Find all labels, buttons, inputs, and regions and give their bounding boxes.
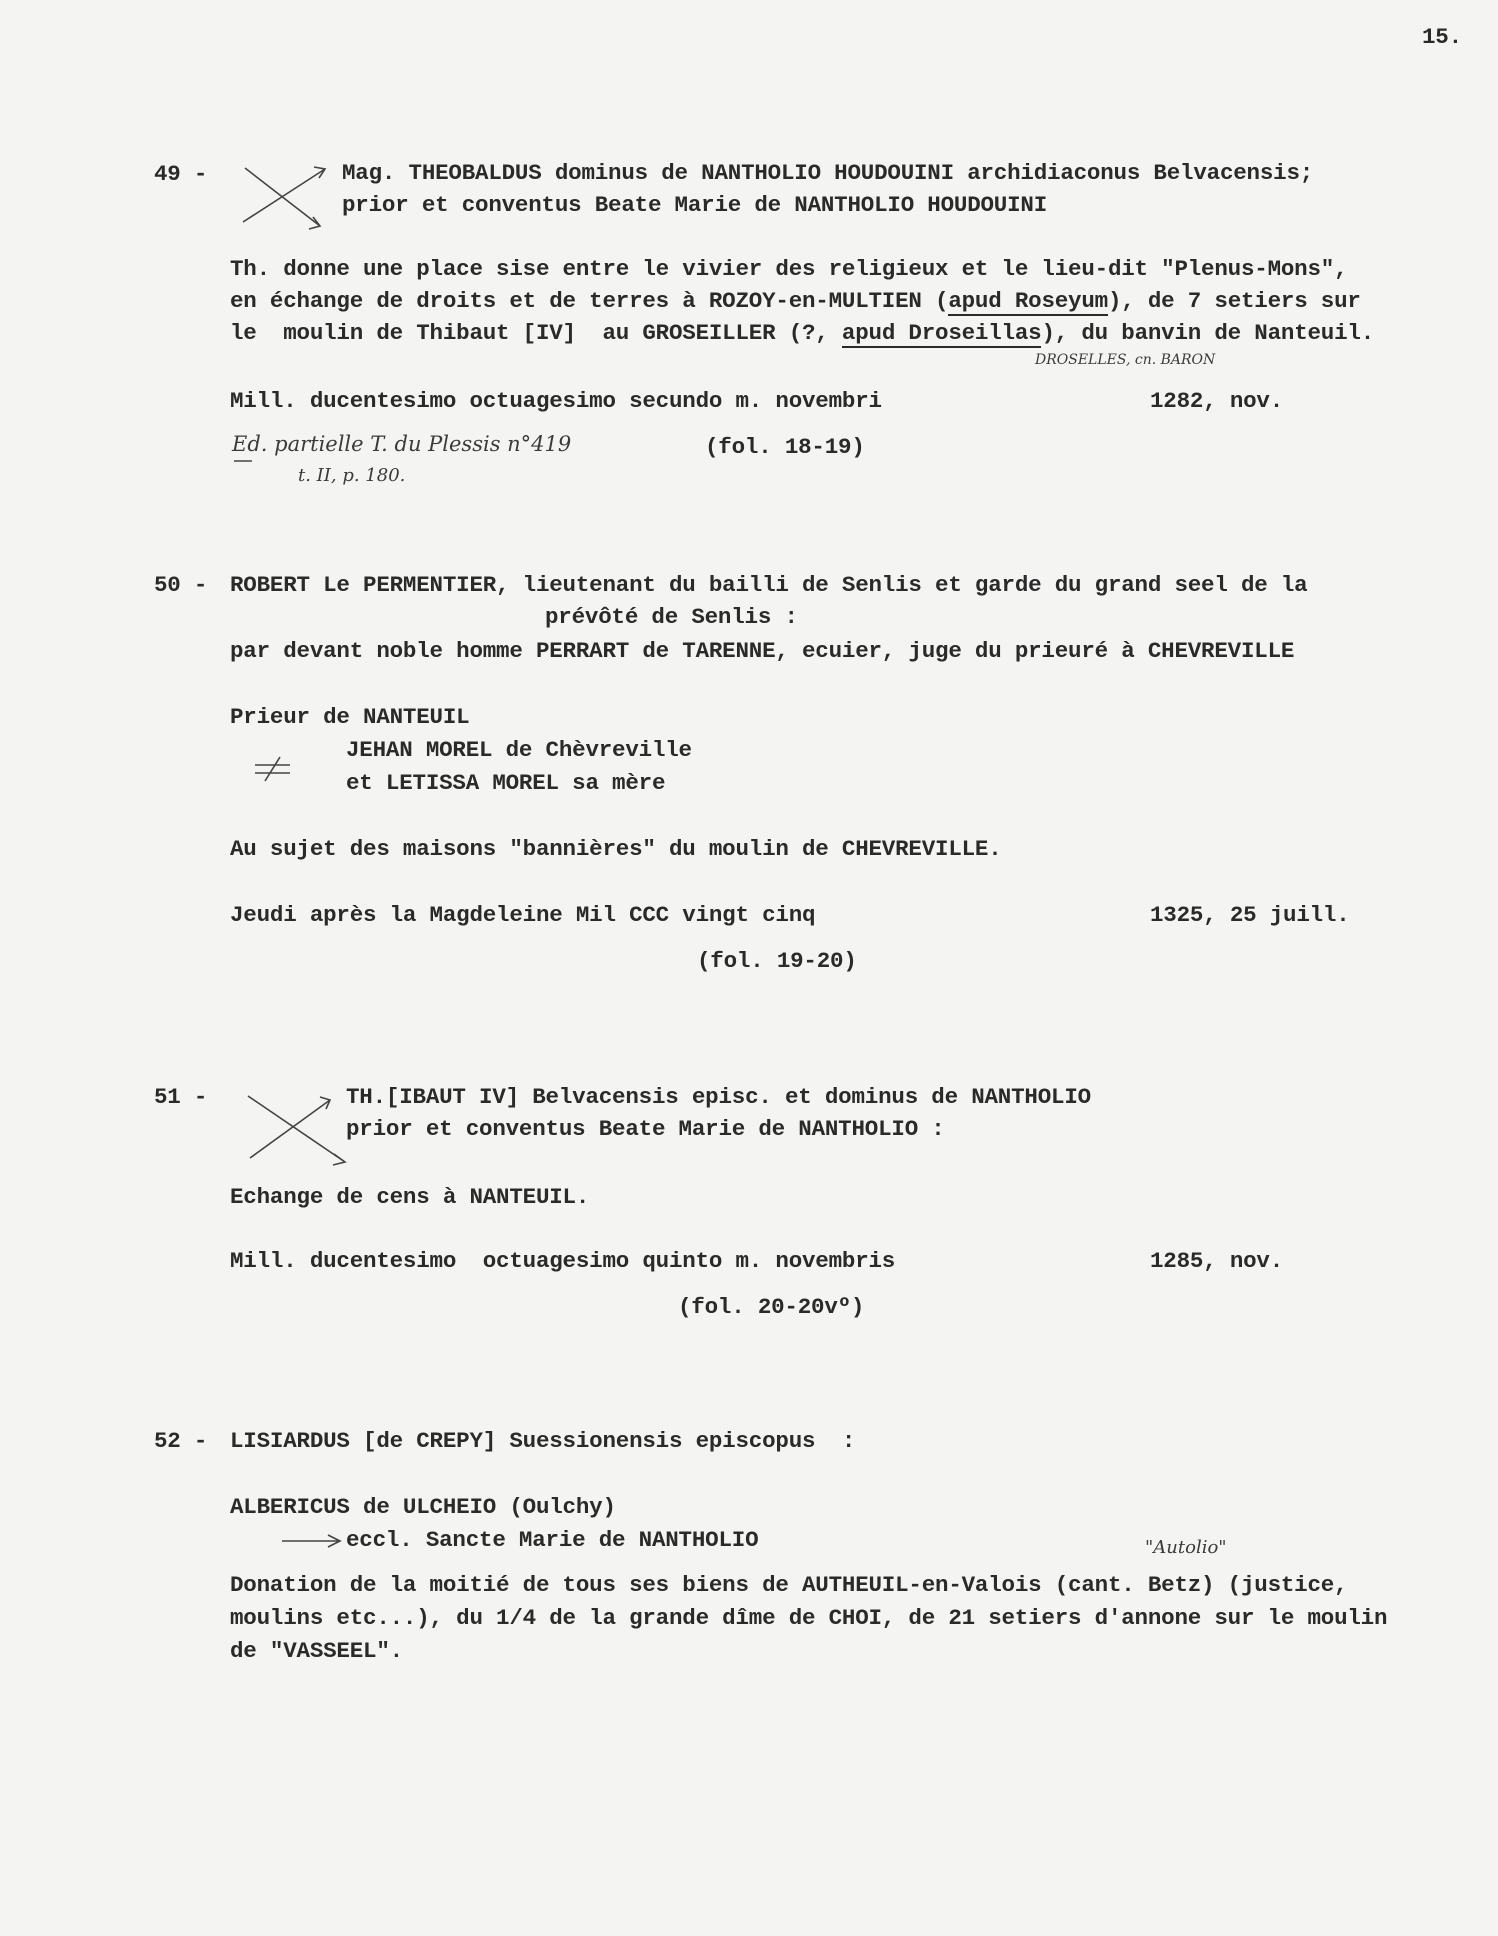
entry-50-party-1: Prieur de NANTEUIL <box>230 704 470 730</box>
entry-51-date: 1285, nov. <box>1150 1248 1284 1274</box>
apud-roseyum-underlined: apud Roseyum <box>948 288 1108 314</box>
entry-52-header: LISIARDUS [de CREPY] Suessionensis episcopus : <box>230 1428 856 1454</box>
handwritten-note-autolio: "Autolio" <box>1145 1537 1227 1558</box>
handwritten-note-droselles: DROSELLES, cn. BARON <box>1035 352 1216 368</box>
handwritten-volume-note: t. II, p. 180. <box>298 465 406 486</box>
entry-50-date-text: Jeudi après la Magdeleine Mil CCC vingt cinq <box>230 902 816 928</box>
entry-49-summary-line1: Th. donne une place sise entre le vivier des religieux et le lieu-dit "Plenus-Mons", <box>230 256 1348 282</box>
entry-49-header-line1: Mag. THEOBALDUS dominus de NANTHOLIO HOUDOUINI archidiaconus Belvacensis; <box>342 160 1314 186</box>
not-equal-mark <box>255 757 290 781</box>
entry-51-number: 51 - <box>154 1084 208 1110</box>
entry-52-summary-line3: de "VASSEEL". <box>230 1638 403 1664</box>
entry-50-header-line3: par devant noble homme PERRART de TARENNE, ecuier, juge du prieuré à CHEVREVILLE <box>230 638 1295 664</box>
entry-49-summary-line3: le moulin de Thibaut [IV] au GROSEILLER (?, apud Droseillas), du banvin de Nanteuil. <box>230 320 1375 346</box>
handwritten-edition-note: Ed. partielle T. du Plessis n°419 <box>232 432 572 456</box>
entry-51-folio: (fol. 20-20vº) <box>678 1294 865 1320</box>
entry-50-date: 1325, 25 juill. <box>1150 902 1350 928</box>
entry-52-party-2: eccl. Sancte Marie de NANTHOLIO <box>346 1527 759 1553</box>
entry-49-summary-line2: en échange de droits et de terres à ROZOY-en-MULTIEN (apud Roseyum), de 7 setiers sur <box>230 288 1361 314</box>
long-arrow-mark <box>282 1535 340 1547</box>
entry-51-header-line2: prior et conventus Beate Marie de NANTHOLIO : <box>346 1116 945 1142</box>
entry-52-number: 52 - <box>154 1428 208 1454</box>
entry-50-summary: Au sujet des maisons "bannières" du moulin de CHEVREVILLE. <box>230 836 1002 862</box>
entry-52-party-1: ALBERICUS de ULCHEIO (Oulchy) <box>230 1494 616 1520</box>
cross-arrow-mark <box>243 167 325 229</box>
entry-50-number: 50 - <box>154 572 208 598</box>
entry-50-header-line2: prévôté de Senlis : <box>545 604 798 630</box>
entry-50-party-2: JEHAN MOREL de Chèvreville <box>346 737 692 763</box>
entry-51-summary: Echange de cens à NANTEUIL. <box>230 1184 590 1210</box>
entry-51-date-text: Mill. ducentesimo octuagesimo quinto m. novembris <box>230 1248 896 1274</box>
apud-droseillas-underlined: apud Droseillas <box>841 320 1042 346</box>
entry-49-number: 49 - <box>154 161 208 187</box>
entry-52-summary-line1: Donation de la moitié de tous ses biens de AUTHEUIL-en-Valois (cant. Betz) (justice, <box>230 1572 1348 1598</box>
entry-50-party-3: et LETISSA MOREL sa mère <box>346 770 666 796</box>
cross-arrow-mark <box>248 1096 345 1165</box>
entry-51-header-line1: TH.[IBAUT IV] Belvacensis episc. et dominus de NANTHOLIO <box>346 1084 1091 1110</box>
entry-52-summary-line2: moulins etc...), du 1/4 de la grande dîme de CHOI, de 21 setiers d'annone sur le moulin <box>230 1605 1388 1631</box>
entry-50-header-line1: ROBERT Le PERMENTIER, lieutenant du bailli de Senlis et garde du grand seel de la <box>230 572 1308 598</box>
entry-49-header-line2: prior et conventus Beate Marie de NANTHOLIO HOUDOUINI <box>342 192 1048 218</box>
entry-49-date: 1282, nov. <box>1150 388 1284 414</box>
page-number: 15. <box>1422 24 1462 50</box>
entry-49-date-text: Mill. ducentesimo octuagesimo secundo m. novembri <box>230 388 882 414</box>
entry-49-folio: (fol. 18-19) <box>705 434 865 460</box>
entry-50-folio: (fol. 19-20) <box>697 948 857 974</box>
